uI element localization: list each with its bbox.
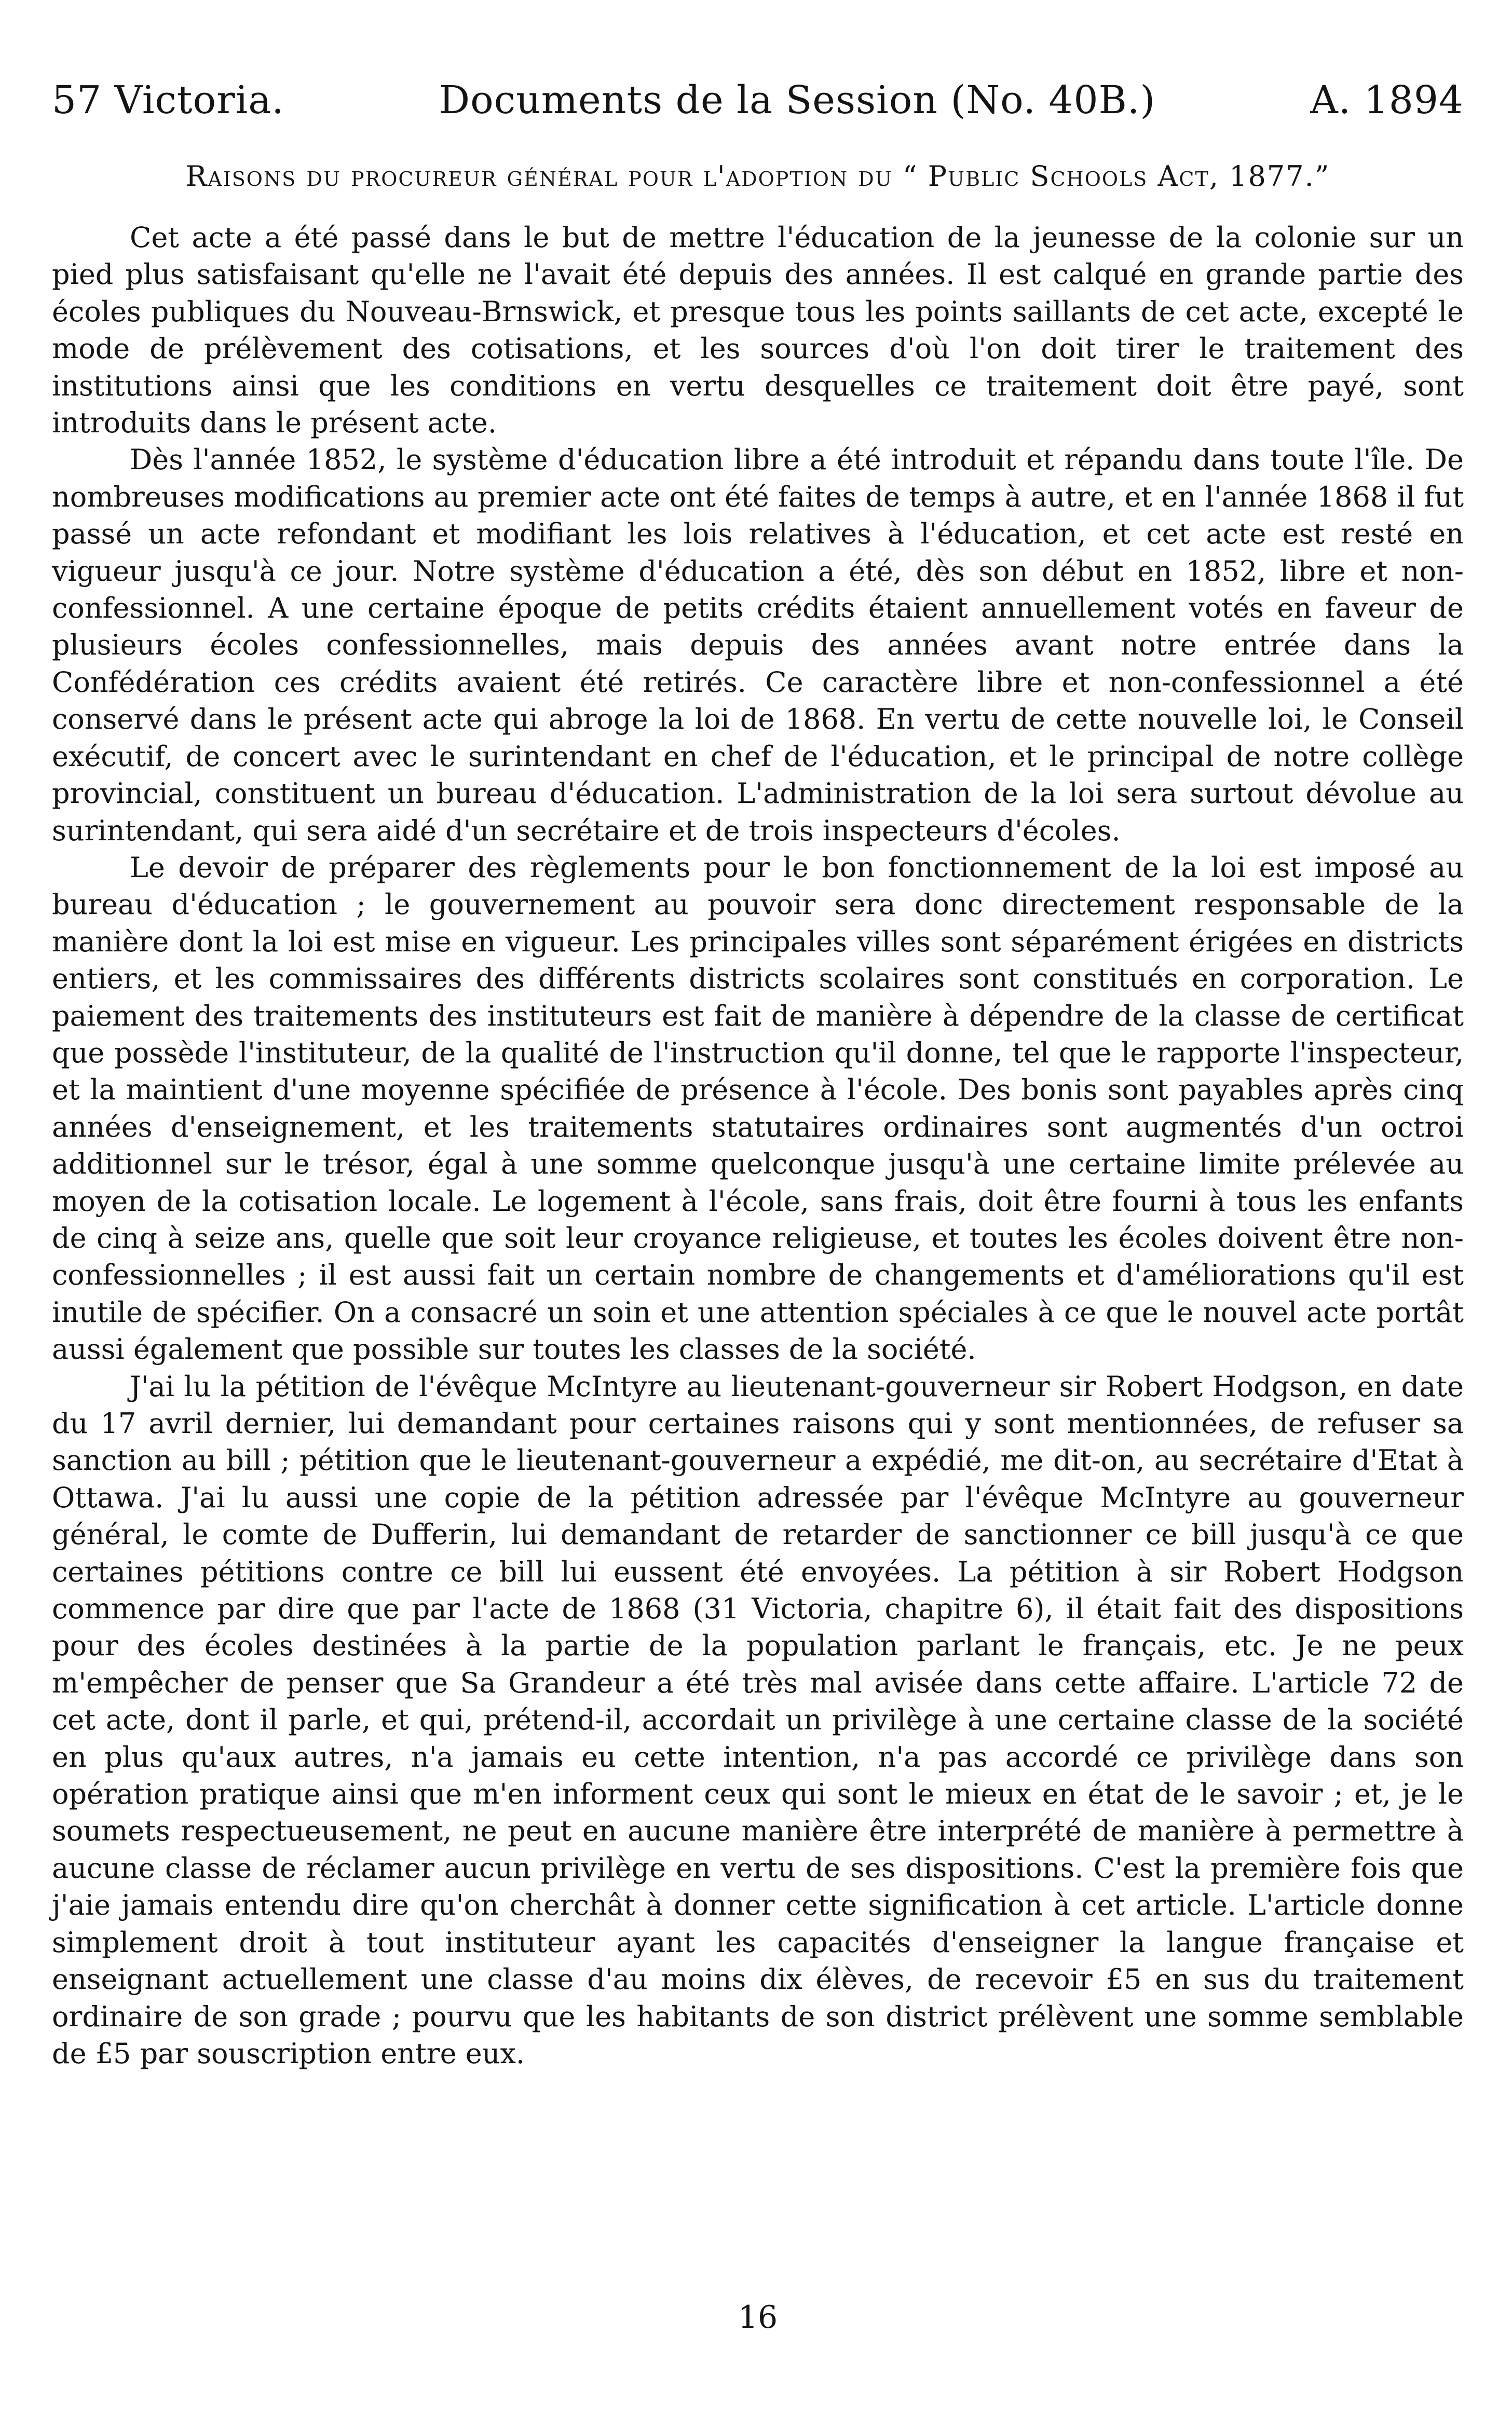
- body-text: [52, 219, 1464, 2072]
- page-number: 16: [738, 2299, 778, 2336]
- paragraph: Le devoir de préparer des règlements pour le bon fonctionnement de la loi est imposé au bureau d'éducation ; le gouvernement au pouvoir sera donc directement responsable de la manière dont la loi est mise en vigueur. Les principales villes sont séparément érigées en districts entiers, et les commissaires des différents districts scolaires sont constitués en corporation. Le paiement des traitements des instituteurs est fait de manière à dépendre de la classe de certificat que possède l'instituteur, de la qualité de l'instruction qu'il donne, tel que le rapporte l'inspecteur, et la maintient d'une moyenne spécifiée de présence à l'école. Des bonis sont payables après cinq années d'enseignement, et les traitements statutaires ordinaires sont augmentés d'un octroi additionnel sur le trésor, égal à une somme quelconque jusqu'à une certaine limite prélevée au moyen de la cotisation locale. Le logement à l'école, sans frais, doit être fourni à tous les enfants de cinq à seize ans, quelle que soit leur croyance religieuse, et toutes les écoles doivent être non-confessionnelles ; il est aussi fait un certain nombre de changements et d'améliorations qu'il est inutile de spécifier. On a consacré un soin et une attention spéciales à ce que le nouvel acte portât aussi également que possible sur toutes les classes de la société.: [52, 851, 1464, 1366]
- header-year: A. 1894: [1310, 78, 1464, 122]
- section-heading: Raisons du procureur général pour l'adoption du “ Public Schools Act, 1877.”: [185, 160, 1330, 193]
- header-session-title: Documents de la Session (No. 40B.): [439, 78, 1156, 122]
- paragraph: Cet acte a été passé dans le but de mettre l'éducation de la jeunesse de la colonie sur un pied plus satisfaisant qu'elle ne l'avait été depuis des années. Il est calqué en grande partie des écoles publiques du Nouveau-Brnswick, et presque tous les points saillants de cet acte, excepté le mode de prélèvement des cotisations, et les sources d'où l'on doit tirer le traitement des institutions ainsi que les conditions en vertu desquelles ce traitement doit être payé, sont introduits dans le présent acte.: [52, 221, 1464, 440]
- paragraph: Dès l'année 1852, le système d'éducation libre a été introduit et répandu dans toute l'île. De nombreuses modifications au premier acte ont été faites de temps à autre, et en l'année 1868 il fut passé un acte refondant et modifiant les lois relatives à l'éducation, et cet acte est resté en vigueur jusqu'à ce jour. Notre système d'éducation a été, dès son début en 1852, libre et non-confessionnel. A une certaine époque de petits crédits étaient annuellement votés en faveur de plusieurs écoles confessionnelles, mais depuis des années avant notre entrée dans la Confédération ces crédits avaient été retirés. Ce caractère libre et non-confessionnel a été conservé dans le présent acte qui abroge la loi de 1868. En vertu de cette nouvelle loi, le Conseil exécutif, de concert avec le surintendant en chef de l'éducation, et le principal de notre collège provincial, constituent un bureau d'éducation. L'administration de la loi sera surtout dévolue au surintendant, qui sera aidé d'un secrétaire et de trois inspecteurs d'écoles.: [52, 443, 1464, 847]
- paragraph: J'ai lu la pétition de l'évêque McIntyre au lieutenant-gouverneur sir Robert Hodgson, en date du 17 avril dernier, lui demandant pour certaines raisons qui y sont mentionnées, de refuser sa sanction au bill ; pétition que le lieutenant-gouverneur a expédié, me dit-on, au secrétaire d'Etat à Ottawa. J'ai lu aussi une copie de la pétition adressée par l'évêque McIntyre au gouverneur général, le comte de Dufferin, lui demandant de retarder de sanctionner ce bill jusqu'à ce que certaines pétitions contre ce bill lui eussent été envoyées. La pétition à sir Robert Hodgson commence par dire que par l'acte de 1868 (31 Victoria, chapitre 6), il était fait des dispositions pour des écoles destinées à la partie de la population parlant le français, etc. Je ne peux m'empêcher de penser que Sa Grandeur a été très mal avisée dans cette affaire. L'article 72 de cet acte, dont il parle, et qui, prétend-il, accordait un privilège à une certaine classe de la société en plus qu'aux autres, n'a jamais eu cette intention, n'a pas accordé ce privilège dans son opération pratique ainsi que m'en informent ceux qui sont le mieux en état de le savoir ; et, je le soumets respectueusement, ne peut en aucune manière être interprété de manière à permettre à aucune classe de réclamer aucun privilège en vertu de ses dispositions. C'est la première fois que j'aie jamais entendu dire qu'on cherchât à donner cette signification à cet article. L'article donne simplement droit à tout instituteur ayant les capacités d'enseigner la langue française et enseignant actuellement une classe d'au moins dix élèves, de recevoir £5 en sus du traitement ordinaire de son grade ; pourvu que les habitants de son district prélèvent une somme semblable de £5 par souscription entre eux.: [52, 1370, 1464, 2070]
- running-header: [52, 78, 1464, 136]
- header-regnal-year: 57 Victoria.: [52, 78, 284, 122]
- document-page: [52, 78, 1464, 2372]
